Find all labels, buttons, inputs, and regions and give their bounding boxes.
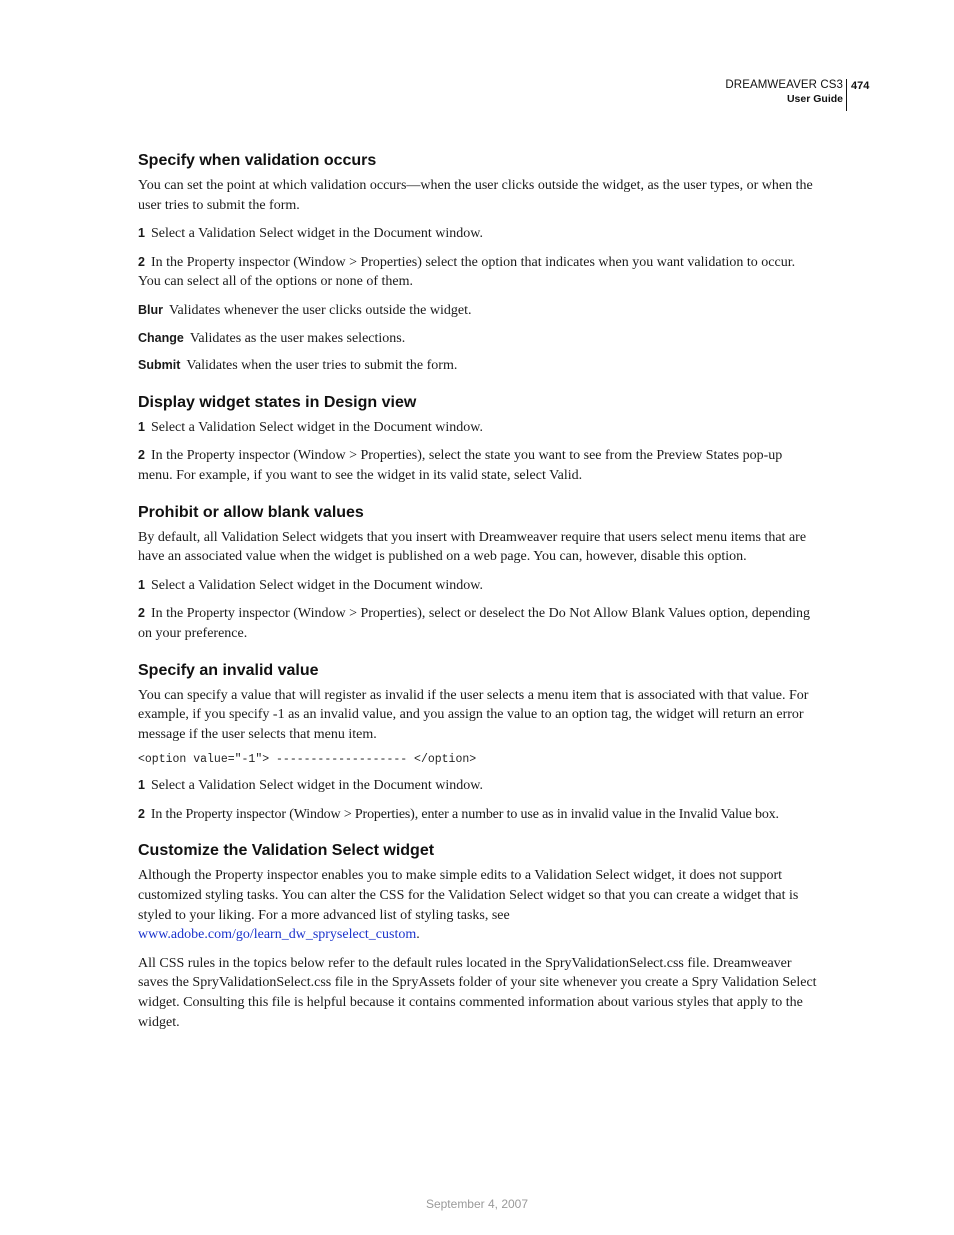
section-design-view-states (138, 392, 818, 486)
step-item (138, 604, 818, 643)
step-item (138, 776, 818, 796)
definition-item (138, 301, 818, 321)
intro-text: Although the Property inspector enables you to make simple edits to a Validation Select widget, it does not support customized styling tasks. You can alter the CSS for the Validation Select widget so that you can create a widget that is styled to your liking. For a more advanced list of styling tasks, see (138, 868, 799, 923)
step-number: 2 (138, 606, 145, 621)
step-text: In the Property inspector (Window > Properties), enter a number to use as in invalid value in the Invalid Value box. (150, 806, 779, 822)
step-item (138, 576, 818, 596)
step-item (138, 253, 818, 292)
running-head (543, 79, 843, 105)
section-customize (138, 840, 818, 1032)
step-number: 1 (138, 226, 145, 241)
section-heading: Customize the Validation Select widget (138, 842, 435, 860)
step-text: In the Property inspector (Window > Properties), select or deselect the Do Not Allow Blank Values option, depending on your preference. (138, 606, 811, 641)
section-intro (138, 866, 818, 944)
section-heading: Specify when validation occurs (138, 152, 377, 169)
section-intro: You can set the point at which validation occurs—when the user clicks outside the widget, as the user types, or when the user tries to submit the form. (138, 178, 813, 213)
code-sample: <option value="-1"> ------------------- </option> (138, 753, 477, 767)
section-intro: By default, all Validation Select widgets that you insert with Dreamweaver require that users select menu items that are have an associated value when the widget is published on a web page. You can, however, disable this option. (138, 529, 807, 565)
step-item (138, 224, 818, 244)
link-suffix: . (416, 927, 420, 943)
step-text: In the Property inspector (Window > Properties) select the option that indicates when you want validation to occur. You can select all of the options or none of them. (138, 254, 796, 290)
step-item (138, 418, 818, 438)
header-divider (846, 79, 847, 111)
definition-text: Validates whenever the user clicks outside the widget. (169, 302, 472, 318)
product-name: DREAMWEAVER CS3 (725, 79, 843, 91)
section-validation-timing (138, 150, 818, 376)
section-intro: You can specify a value that will register as invalid if the user selects a menu item that is associated with that value. For example, if you specify -1 as an invalid value, and you assign the value to an option tag, the widget will return an error message if the user selects that menu item. (138, 687, 809, 742)
step-number: 2 (138, 806, 145, 821)
step-text: Select a Validation Select widget in the Document window. (150, 419, 483, 435)
definition-text: Validates when the user tries to submit the form. (186, 358, 458, 374)
section-heading: Prohibit or allow blank values (138, 503, 364, 521)
guide-name: User Guide (786, 93, 843, 105)
section-heading: Specify an invalid value (138, 661, 319, 679)
step-item (138, 446, 818, 485)
section-invalid-value (138, 660, 818, 825)
step-text: Select a Validation Select widget in the Document window. (150, 577, 483, 593)
page-footer-date: September 4, 2007 (425, 1197, 529, 1211)
step-text: Select a Validation Select widget in the Document window. (150, 778, 483, 794)
styling-tasks-link[interactable]: www.adobe.com/go/learn_dw_spryselect_custom (138, 927, 417, 943)
definition-item (138, 329, 818, 349)
step-number: 1 (138, 419, 145, 434)
step-text: In the Property inspector (Window > Properties), select the state you want to see from the Preview States pop-up menu. For example, if you want to see the widget in its valid state, select Valid. (138, 448, 783, 483)
definition-term: Submit (138, 358, 181, 373)
step-number: 1 (138, 778, 145, 793)
definition-term: Blur (138, 302, 163, 317)
step-number: 1 (138, 577, 145, 592)
step-number: 2 (138, 448, 145, 463)
section-heading: Display widget states in Design view (138, 393, 417, 411)
step-number: 2 (138, 254, 145, 269)
step-text: Select a Validation Select widget in the Document window. (150, 226, 483, 242)
step-item (138, 805, 818, 825)
main-content (138, 150, 818, 1048)
definition-item (138, 356, 818, 376)
page-number: 474 (851, 80, 870, 92)
definition-term: Change (138, 330, 184, 345)
section-paragraph: All CSS rules in the topics below refer to the default rules located in the SpryValidationSelect.css file. Dreamweaver saves the SpryValidationSelect.css file in the SpryAssets folder of your site whenever you create a Spry Validation Select widget. Consulting this file is helpful because it contains commented information about various styles that apply to the widget. (138, 955, 817, 1030)
definition-text: Validates as the user makes selections. (189, 330, 406, 346)
section-blank-values (138, 502, 818, 644)
